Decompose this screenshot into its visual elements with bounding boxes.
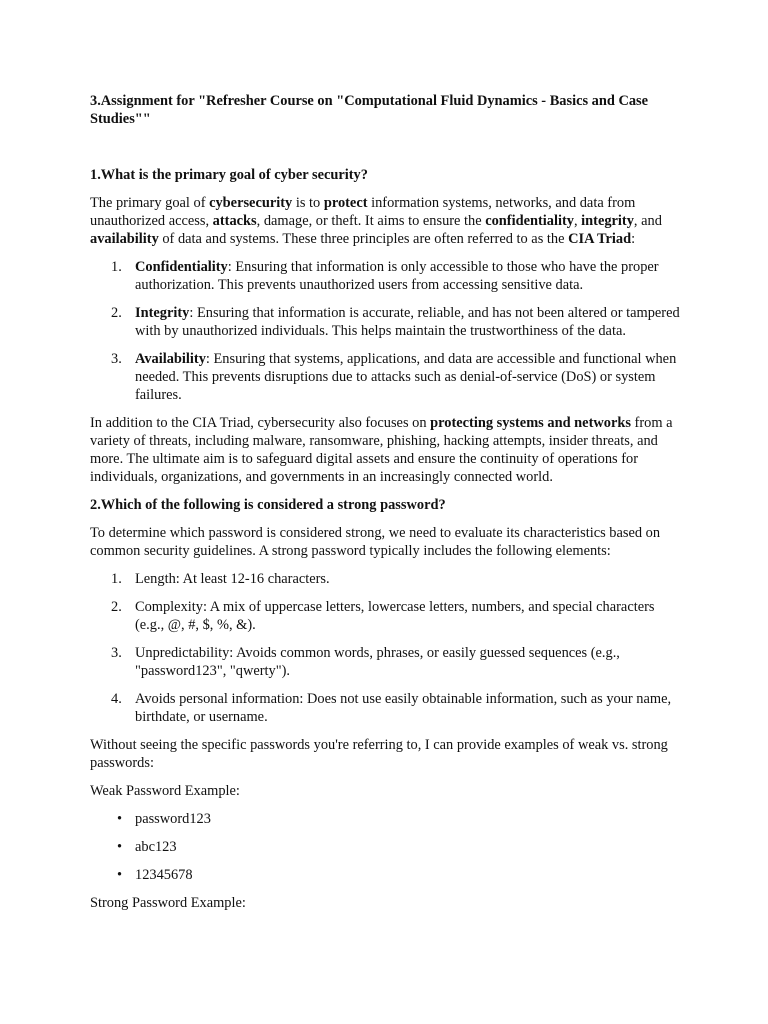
term: Integrity: [135, 305, 190, 321]
list-item: [90, 838, 680, 856]
list-item-text: abc123: [135, 839, 177, 855]
list-number: 2.: [111, 305, 122, 321]
term: Confidentiality: [135, 259, 228, 275]
weak-password-list: [90, 810, 680, 884]
list-item-text: password123: [135, 811, 211, 827]
document-body: [90, 92, 680, 912]
list-number: 2.: [111, 599, 122, 615]
list-number: 3.: [111, 351, 122, 367]
bold-text: cybersecurity: [209, 195, 293, 211]
list-number: 3.: [111, 645, 122, 661]
text-run: , damage, or theft. It aims to ensure the: [256, 213, 486, 229]
q1-followup-paragraph: [90, 414, 680, 486]
list-item: [90, 350, 680, 404]
list-item-text: Avoids personal information: Does not use easily obtainable information, such as your name, birthdate, or username.: [135, 691, 672, 725]
bold-text: confidentiality: [485, 213, 574, 229]
text-run: information systems, networks, and data from unauthorized access,: [90, 195, 636, 229]
bold-text: protecting systems and networks: [430, 415, 631, 431]
bold-text: CIA Triad: [568, 231, 632, 247]
list-item: [90, 570, 680, 588]
bullet-icon: •: [117, 839, 123, 855]
strong-password-label: Strong Password Example:: [90, 895, 246, 911]
list-item-text: Complexity: A mix of uppercase letters, lowercase letters, numbers, and special characters (e.g., @, #, $, %, &).: [135, 599, 655, 633]
list-number: 1.: [111, 259, 122, 275]
list-item-text: Unpredictability: Avoids common words, phrases, or easily guessed sequences (e.g., "password123", "qwerty").: [135, 645, 620, 679]
list-item-text: Length: At least 12-16 characters.: [135, 571, 330, 587]
weak-password-label: Weak Password Example:: [90, 783, 240, 799]
text-run: of data and systems. These three principles are often referred to as the: [158, 231, 569, 247]
text-run: :: [631, 231, 636, 247]
text-run: ,: [573, 213, 582, 229]
list-item: [90, 810, 680, 828]
list-item: [90, 258, 680, 294]
list-item: [90, 866, 680, 884]
question-2-heading: 2.Which of the following is considered a strong password?: [90, 497, 446, 513]
text-run: from a variety of threats, including malware, ransomware, phishing, hacking attempts, insider threats, and more. The ultimate aim is to safeguard digital assets and ensure the continuity of operations for individuals, organizations, and governments in an increasingly connected world.: [90, 415, 673, 485]
definition: : Ensuring that information is only accessible to those who have the proper authorization. This prevents unauthorized users from accessing sensitive data.: [135, 259, 659, 293]
list-number: 4.: [111, 691, 122, 707]
bold-text: availability: [90, 231, 159, 247]
text-run: The primary goal of: [90, 195, 210, 211]
examples-intro-paragraph: Without seeing the specific passwords you're referring to, I can provide examples of weak vs. strong passwords:: [90, 737, 668, 771]
bold-text: protect: [323, 195, 368, 211]
text-run: is to: [292, 195, 324, 211]
q1-intro-paragraph: [90, 194, 680, 248]
q2-intro-paragraph: To determine which password is considered strong, we need to evaluate its characteristics based on common security guidelines. A strong password typically includes the following elements:: [90, 525, 661, 559]
text-run: In addition to the CIA Triad, cybersecurity also focuses on: [90, 415, 431, 431]
bold-text: integrity: [581, 213, 634, 229]
password-criteria-list: [90, 570, 680, 726]
definition: : Ensuring that systems, applications, and data are accessible and functional when needed. This prevents disruptions due to attacks such as denial-of-service (DoS) or system failures.: [135, 351, 677, 403]
bold-text: attacks: [212, 213, 257, 229]
bullet-icon: •: [117, 811, 123, 827]
bullet-icon: •: [117, 867, 123, 883]
list-item: [90, 644, 680, 680]
question-1-heading: 1.What is the primary goal of cyber security?: [90, 167, 368, 183]
text-run: , and: [633, 213, 662, 229]
list-item: [90, 690, 680, 726]
list-number: 1.: [111, 571, 122, 587]
cia-triad-list: [90, 258, 680, 404]
definition: : Ensuring that information is accurate, reliable, and has not been altered or tampered with by unauthorized individuals. This helps maintain the trustworthiness of the data.: [135, 305, 680, 339]
list-item: [90, 598, 680, 634]
term: Availability: [135, 351, 206, 367]
list-item: [90, 304, 680, 340]
document-title: 3.Assignment for "Refresher Course on "Computational Fluid Dynamics - Basics and Case Studies"": [90, 93, 649, 127]
list-item-text: 12345678: [135, 867, 193, 883]
